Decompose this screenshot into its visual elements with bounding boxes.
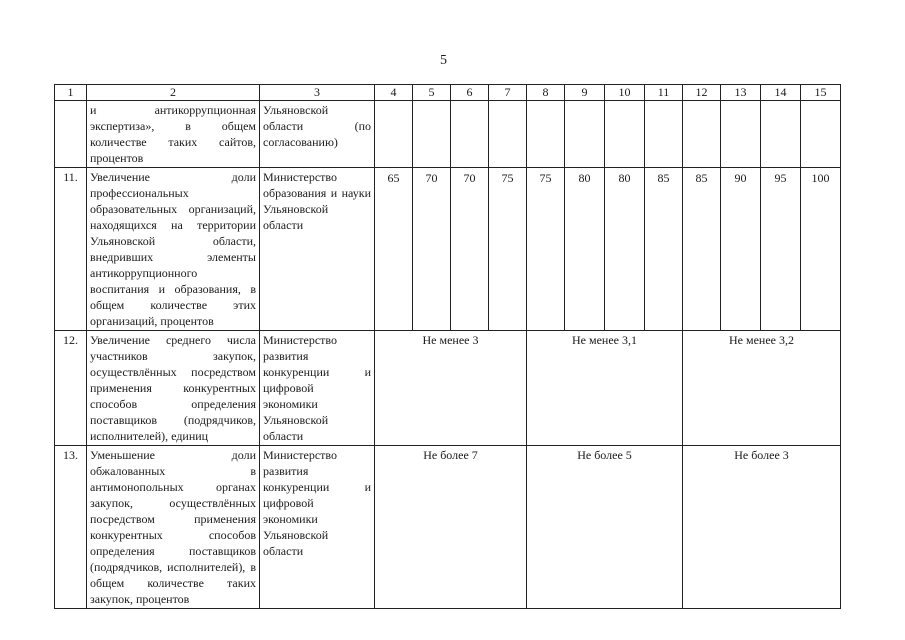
header-cell: 5 [413,85,451,101]
value-cell [527,101,565,168]
header-cell: 6 [451,85,489,101]
merged-value-cell: Не более 3 [683,446,841,609]
header-cell: 8 [527,85,565,101]
value-cell: 65 [375,168,413,331]
row-number: 13. [55,446,87,609]
header-cell: 7 [489,85,527,101]
row-number [55,101,87,168]
table-row-13 [55,446,841,609]
value-cell: 90 [721,168,761,331]
header-cell: 15 [801,85,841,101]
value-cell: 85 [683,168,721,331]
row-number: 11. [55,168,87,331]
indicator-text: и антикоррупционная экспертиза», в общем количестве таких сайтов, процентов [87,101,260,168]
merged-value-cell: Не менее 3,1 [527,331,683,446]
row-number: 12. [55,331,87,446]
value-cell [683,101,721,168]
value-cell: 85 [645,168,683,331]
table-row-12 [55,331,841,446]
page-number: 5 [440,53,447,68]
value-cell [645,101,683,168]
responsible-text: Министерство развития конкуренции и цифровой экономики Ульяновской области [260,331,375,446]
value-cell: 75 [489,168,527,331]
merged-value-cell: Не более 5 [527,446,683,609]
value-cell: 80 [565,168,605,331]
header-row [55,85,841,101]
value-cell [565,101,605,168]
header-cell: 12 [683,85,721,101]
header-cell: 9 [565,85,605,101]
value-cell [721,101,761,168]
header-cell: 1 [55,85,87,101]
indicator-text: Увеличение среднего числа участников закупок, осуществлённых посредством применения конкурентных способов определения поставщиков (подрядчиков, исполнителей), единиц [87,331,260,446]
header-cell: 3 [260,85,375,101]
header-cell: 13 [721,85,761,101]
value-cell: 70 [451,168,489,331]
value-cell [375,101,413,168]
merged-value-cell: Не менее 3 [375,331,527,446]
merged-value-cell: Не более 7 [375,446,527,609]
header-cell: 4 [375,85,413,101]
value-cell [605,101,645,168]
indicator-text: Уменьшение доли обжалованных в антимонопольных органах закупок, осуществлённых посредством применения конкурентных способов определения поставщиков (подрядчиков, исполнителей), в общем количестве таких закупок, процентов [87,446,260,609]
header-cell: 11 [645,85,683,101]
value-cell [761,101,801,168]
indicators-table [54,84,841,609]
responsible-text: Министерство образования и науки Ульяновской области [260,168,375,331]
header-cell: 14 [761,85,801,101]
indicator-text: Увеличение доли профессиональных образовательных организаций, находящихся на территории Ульяновской области, внедривших элементы антикоррупционного воспитания и образования, в общем количестве этих организаций, процентов [87,168,260,331]
responsible-text: Ульяновской области (по согласованию) [260,101,375,168]
header-cell: 10 [605,85,645,101]
value-cell: 70 [413,168,451,331]
value-cell: 80 [605,168,645,331]
value-cell: 95 [761,168,801,331]
value-cell: 100 [801,168,841,331]
value-cell [413,101,451,168]
value-cell [451,101,489,168]
merged-value-cell: Не менее 3,2 [683,331,841,446]
value-cell [801,101,841,168]
value-cell [489,101,527,168]
table-row-continuation [55,101,841,168]
table-row-11 [55,168,841,331]
responsible-text: Министерство развития конкуренции и цифровой экономики Ульяновской области [260,446,375,609]
value-cell: 75 [527,168,565,331]
header-cell: 2 [87,85,260,101]
